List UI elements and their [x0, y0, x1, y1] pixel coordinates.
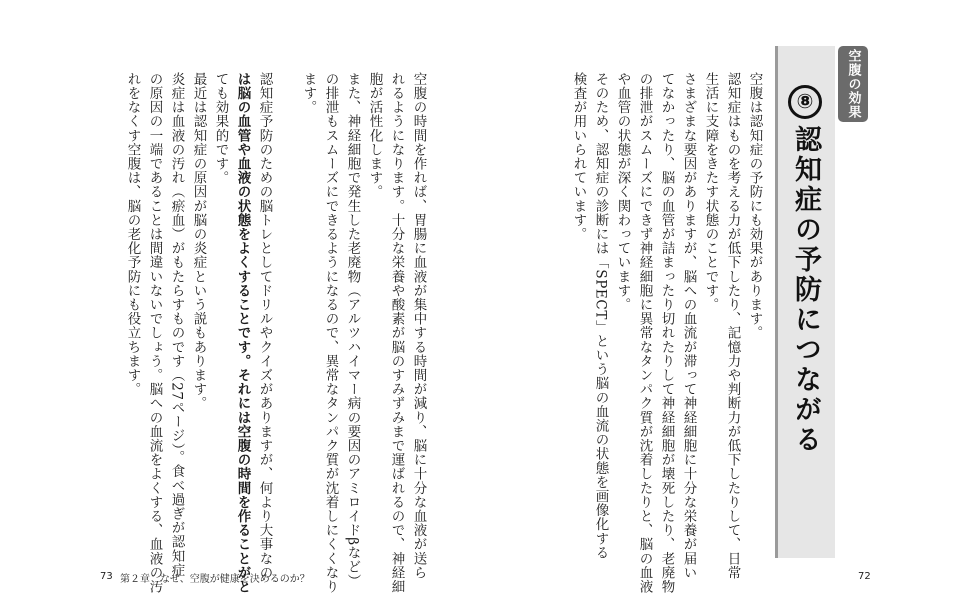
left-body-line: また、神経細胞で発生した老廃物（アルツハイマー病の要因のアミロイドβなど） [344, 72, 361, 589]
left-body-line: れをなくす空腹は、脳の老化予防にも役立ちます。 [124, 72, 141, 397]
right-body-line: 認知症はものを考える力が低下したり、記憶力や判断力が低下したりして、日常 [724, 72, 741, 580]
left-page-number: 73 [100, 571, 113, 582]
left-body-line: 炎症は血液の汚れ（瘀血）がもたらすものです（27ページ）。食べ過ぎが認知症 [168, 72, 185, 578]
left-body-line: の排泄もスムーズにできるようになるので、異常なタンパク質が沈着しにくくなり [322, 72, 339, 594]
right-body-line: そのため、認知症の診断には「SPECT」という脳の血流の状態を画像化する [592, 72, 609, 560]
left-body-line: 認知症予防のための脳トレとしてドリルやクイズがありますが、何より大事なの [256, 72, 273, 580]
section-tab: 空腹の効果 [838, 46, 868, 122]
right-body-line: 空腹は認知症の予防にも効果があります。 [746, 72, 763, 340]
right-page-number: 72 [858, 571, 871, 582]
left-body-line: ても効果的です。 [212, 72, 229, 185]
left-body-line: 胞が活性化します。 [366, 72, 383, 199]
left-body-line: 空腹の時間を作れば、胃腸に血液が集中する時間が減り、脳に十分な血液が送ら [410, 72, 427, 580]
right-body-line: さまざまな要因がありますが、脳への血流が滞って神経細胞に十分な栄養が届い [680, 72, 697, 580]
right-body-line: 生活に支障をきたす状態のことです。 [702, 72, 719, 312]
right-body-line: や血管の状態が深く関わっています。 [614, 72, 631, 312]
title-number-badge: ⑧ [788, 85, 822, 119]
left-body-line: ます。 [300, 72, 317, 115]
right-body-line: 検査が用いられています。 [570, 72, 587, 242]
left-body-line: 最近は認知症の原因が脳の炎症という説もあります。 [190, 72, 207, 411]
left-body-line: は脳の血管や血液の状態をよくすることです。それには空腹の時間を作ることがと [234, 72, 251, 594]
left-body-line: れるようになります。十分な栄養や酸素が脳のすみずみまで運ばれるので、神経細 [388, 72, 405, 594]
right-body-line: てなかったり、脳の血管が詰まったり切れたりして神経細胞が壊死したり、老廃物 [658, 72, 675, 594]
left-body-line: の原因の一端であることは間違いないでしょう。脳への血流をよくする、血液の汚 [146, 72, 163, 594]
right-body-line: の排泄がスムーズにできず神経細胞に異常なタンパク質が沈着したりと、脳の血液 [636, 72, 653, 594]
chapter-title [786, 85, 825, 455]
title-text: 認知症の予防につながる [790, 125, 821, 455]
running-head: 第２章 なぜ、空腹が健康を決めるのか？ [120, 574, 310, 585]
